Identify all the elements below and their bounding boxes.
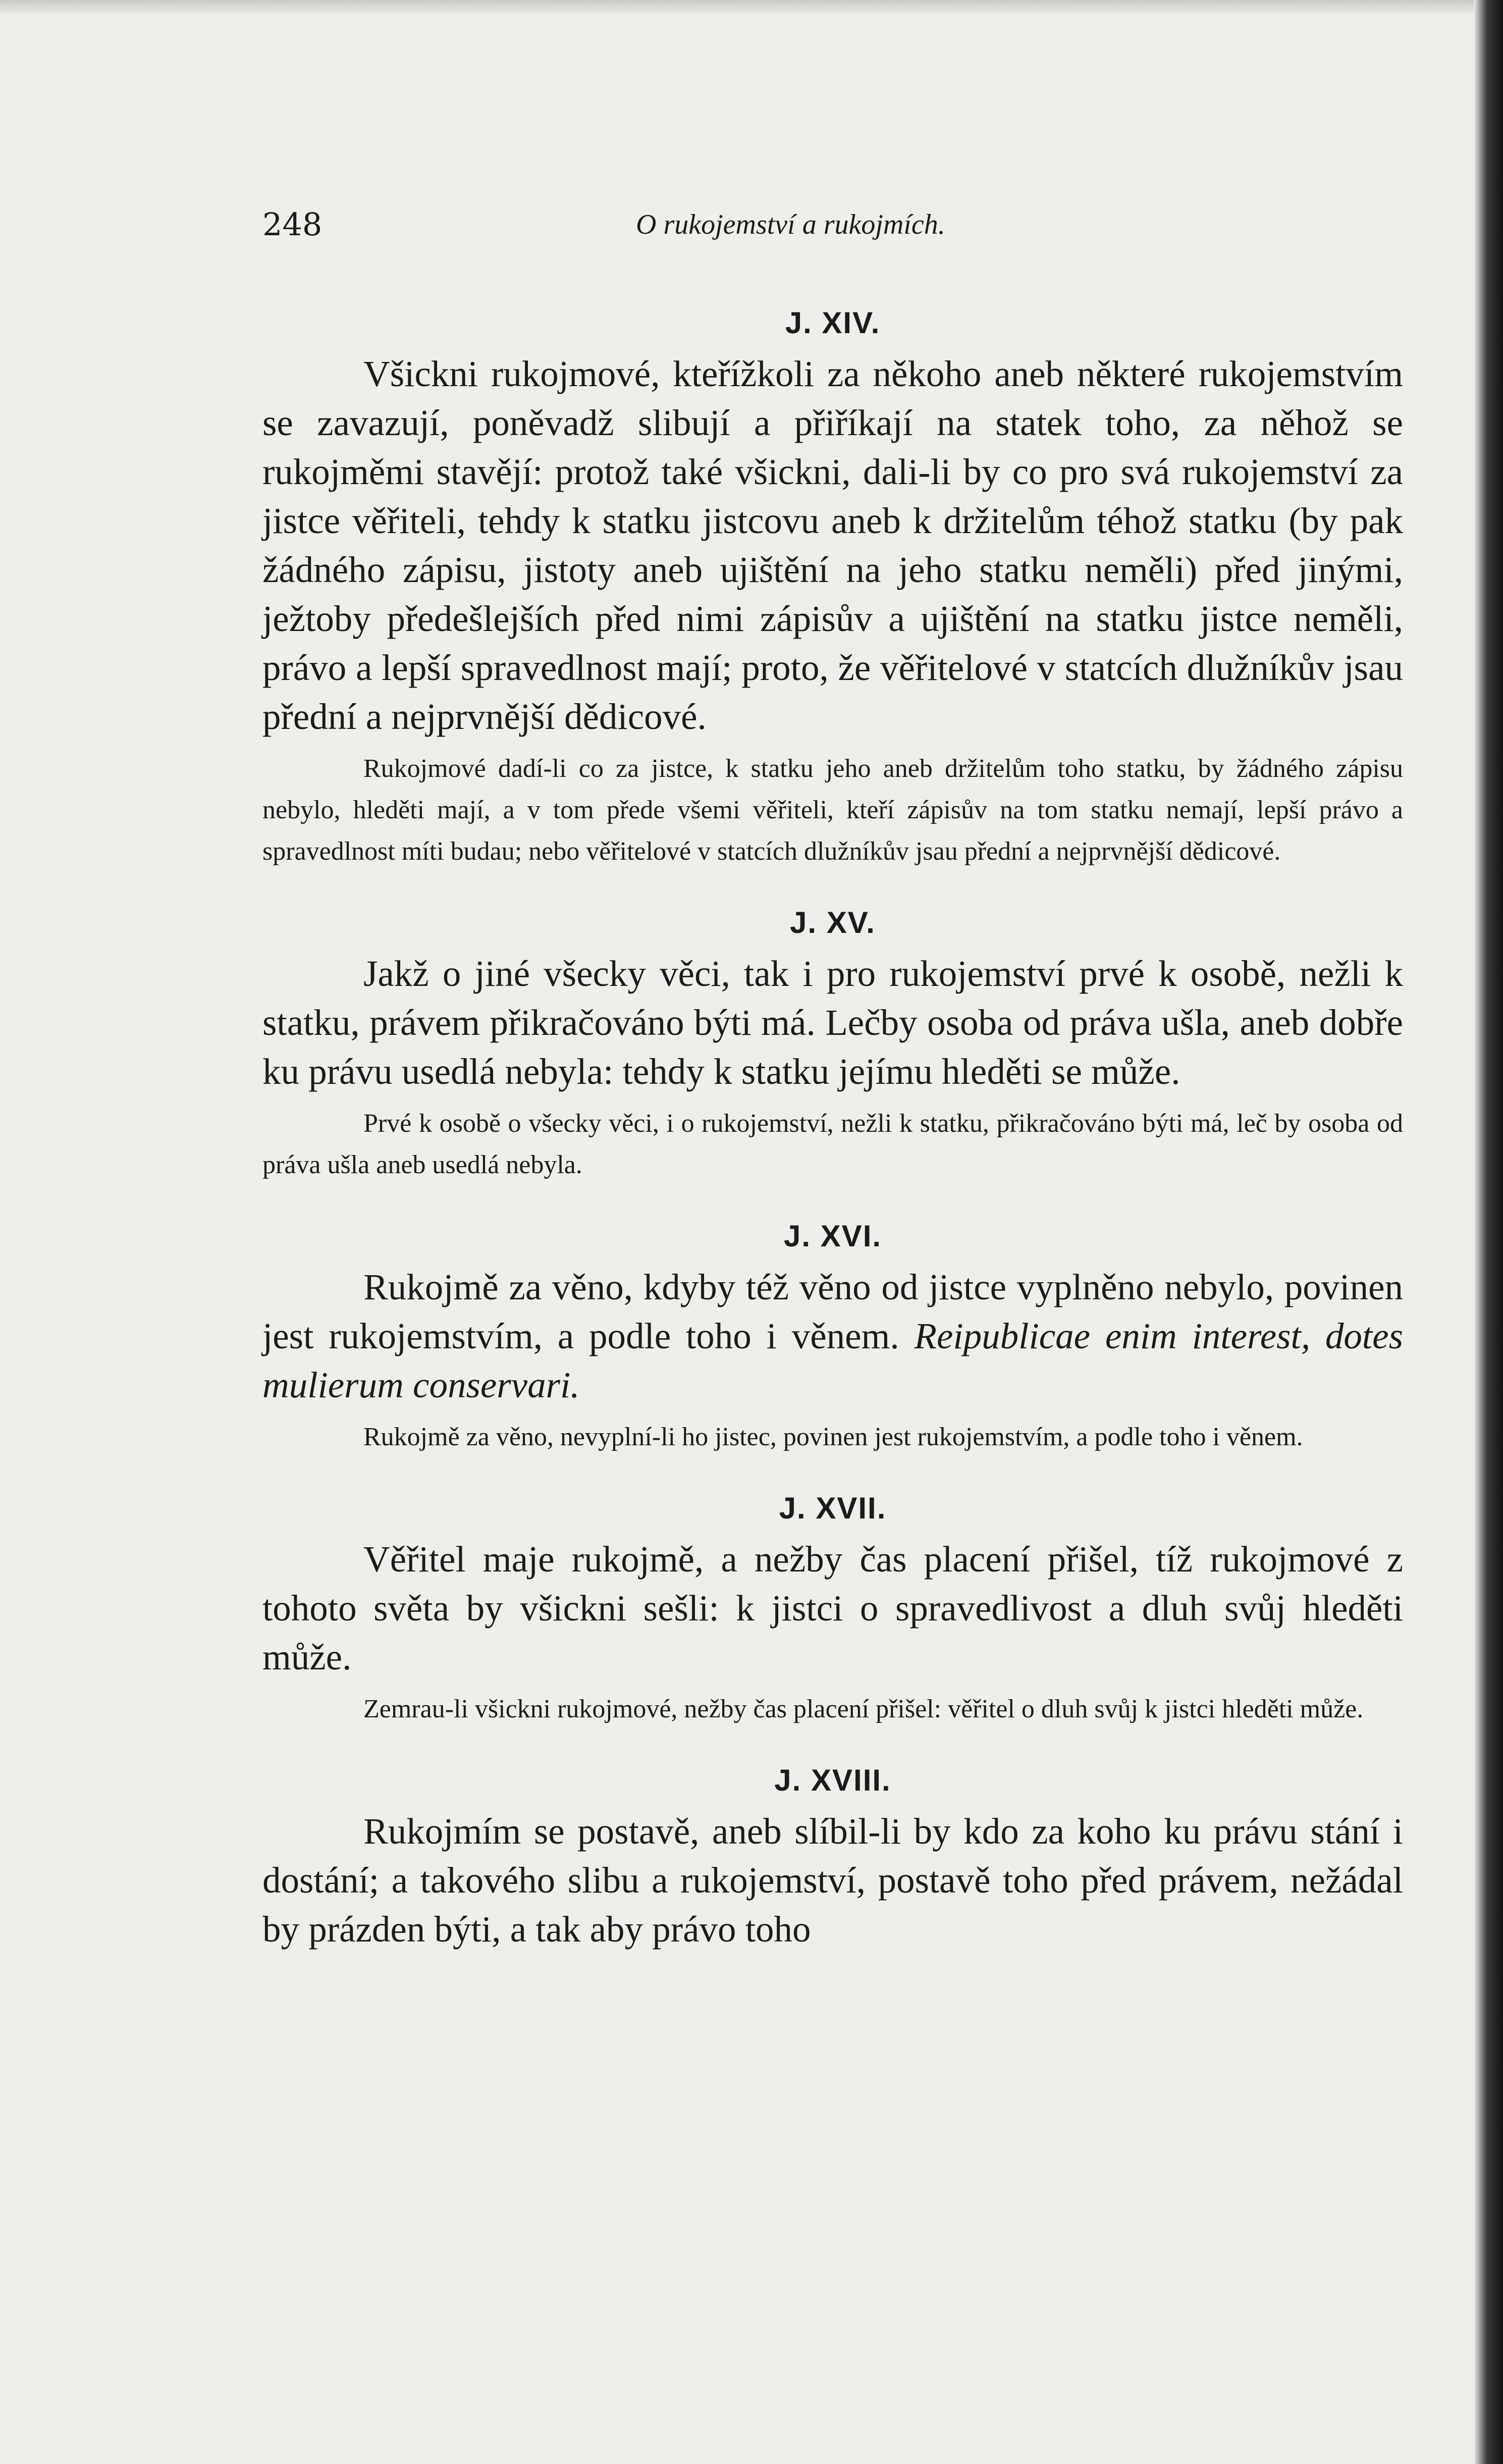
section-summary-note: Rukojmě za věno, nevyplní-li ho jistec, povinen jest rukojemstvím, a podle toho i věnem. xyxy=(363,1423,1303,1451)
section-main-text xyxy=(262,1263,1403,1409)
section-xiv xyxy=(262,303,1403,872)
section-gap xyxy=(262,872,1403,903)
section-gap xyxy=(262,1730,1403,1760)
page-body xyxy=(262,303,1403,1954)
section-main-text xyxy=(262,1807,1403,1954)
section-gap xyxy=(262,1458,1403,1488)
section-heading: J. XV. xyxy=(790,906,876,939)
section-main-text xyxy=(262,949,1403,1096)
page-header xyxy=(262,204,1403,245)
page-top-shadow xyxy=(0,0,1503,15)
page-number: 248 xyxy=(262,206,323,243)
section-heading: J. XVIII. xyxy=(774,1763,891,1797)
section-xviii xyxy=(262,1760,1403,1954)
section-heading: J. XVII. xyxy=(779,1491,887,1525)
main-text: Rukojmě za věno, kdyby též věno od jistce vyplněno nebylo, povinen jest rukojemstvím, a podle toho i věnem. xyxy=(262,1267,1403,1356)
section-heading: J. XIV. xyxy=(785,306,881,340)
section-summary-note: Zemrau-li všickni rukojmové, nežby čas placení přišel: věřitel o dluh svůj k jistci hleděti může. xyxy=(363,1695,1364,1723)
section-gap xyxy=(262,1186,1403,1216)
latin-quote: Reipublicae enim interest, dotes mulierum conservari. xyxy=(262,1316,1403,1405)
section-summary-note: Prvé k osobě o všecky věci, i o rukojemství, nežli k statku, přikračováno býti má, leč by osoba od práva ušla aneb usedlá nebyla. xyxy=(262,1109,1403,1179)
page-right-edge xyxy=(1474,0,1503,2464)
section-xvii xyxy=(262,1488,1403,1730)
main-text: Věřitel maje rukojmě, a nežby čas placení přišel, tíž rukojmové z tohoto světa by všickni sešli: k jistci o spravedlivost a dluh svůj hleděti může. xyxy=(262,1539,1403,1677)
section-heading: J. XVI. xyxy=(783,1219,882,1253)
main-text: Všickni rukojmové, kteřížkoli za někoho aneb některé rukojemstvím se zavazují, poněvadž slibují a přiříkají na statek toho, za něhož se rukojměmi stavějí: protož také všickni, dali-li by co pro svá rukojemství za jistce věřiteli, tehdy k statku jistcovu aneb k držitelům téhož statku (by pak žádného zápisu, jistoty aneb ujištění na jeho statku neměli) před jinými, ježtoby předešlejších před nimi zápisův a ujištění na statku jistce neměli, právo a lepší spravedlnost mají; proto, že věřitelové v statcích dlužníkův jsau přední a nejprvnější dědicové. xyxy=(262,353,1403,737)
section-summary-note: Rukojmové dadí-li co za jistce, k statku jeho aneb držitelům toho statku, by žádného zápisu nebylo, hleděti mají, a v tom přede všemi věřiteli, kteří zápisův na tom statku nemají, lepší právo a spravedlnost míti budau; nebo věřitelové v statcích dlužníkův jsau přední a nejprvnější dědicové. xyxy=(262,754,1403,866)
running-title: O rukojemství a rukojmích. xyxy=(636,209,945,240)
section-main-text xyxy=(262,349,1403,741)
section-xv xyxy=(262,903,1403,1186)
main-text: Jakž o jiné všecky věci, tak i pro rukojemství prvé k osobě, nežli k statku, právem přikračováno býti má. Lečby osoba od práva ušla, aneb dobře ku právu usedlá nebyla: tehdy k statku jejímu hleděti se může. xyxy=(262,953,1403,1092)
section-xvi xyxy=(262,1216,1403,1458)
section-main-text xyxy=(262,1535,1403,1682)
main-text: Rukojmím se postavě, aneb slíbil-li by kdo za koho ku právu stání i dostání; a takového slibu a rukojemství, postavě toho před právem, nežádal by prázden býti, a tak aby právo toho xyxy=(262,1811,1403,1950)
